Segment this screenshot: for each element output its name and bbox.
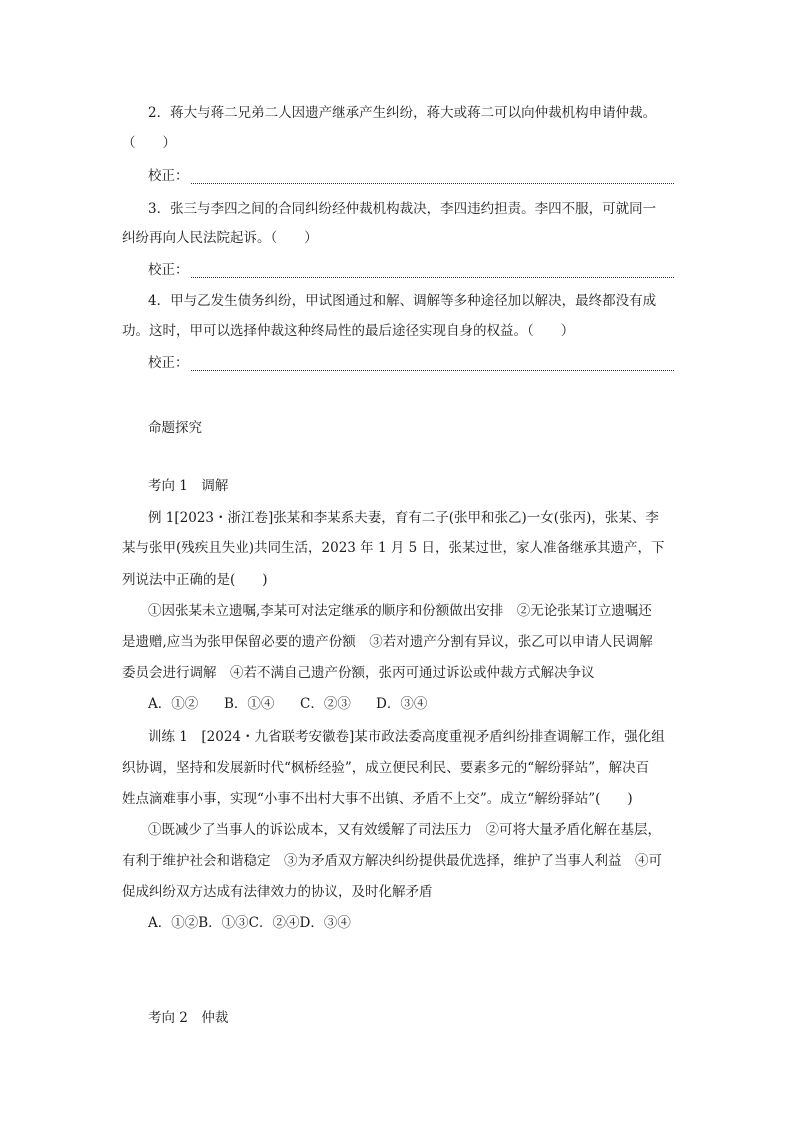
- correction-line-3[interactable]: [148, 260, 674, 280]
- training-1-statement-2: 有利于维护社会和谐稳定 ③为矛盾双方解决纠纷提供最优选择，维护了当事人利益 ④可: [122, 853, 662, 869]
- example-1-statement-2: 是遗赠,应当为张甲保留必要的遗产份额 ③若对遗产分割有异议，张乙可以申请人民调解: [122, 634, 653, 650]
- example-1-options: [148, 694, 427, 714]
- example-1-line-3: 列说法中正确的是( ): [122, 572, 268, 588]
- correction-dotted-line: [191, 166, 674, 184]
- example-1-statement-3: 委员会进行调解 ④若不满自己遗产份额，张丙可通过诉讼或仲裁方式解决争议: [122, 665, 595, 681]
- question-3-line-2: 纠纷再向人民法院起诉。（ ）: [122, 230, 318, 246]
- correction-dotted-line: [191, 353, 674, 371]
- topic-2-heading: 考向 2 仲裁: [148, 1010, 229, 1026]
- question-4-line-1: 4．甲与乙发生债务纠纷，甲试图通过和解、调解等多种途径加以解决，最终都没有成: [148, 293, 657, 309]
- training-1-line-1: 训练 1 [2024・九省联考安徽卷]某市政法委高度重视矛盾纠纷排查调解工作，强化组: [148, 729, 665, 745]
- section-title: 命题探究: [148, 420, 202, 436]
- correction-label: 校正：: [148, 262, 189, 278]
- option-b[interactable]: B．①④: [224, 696, 275, 712]
- training-1-options: A．①②B．①③C．②④D．③④: [148, 915, 351, 931]
- example-1-statement-1: ①因张某未立遗嘱,李某可对法定继承的顺序和份额做出安排 ②无论张某订立遗嘱还: [148, 603, 652, 619]
- correction-label: 校正：: [148, 168, 189, 184]
- option-c[interactable]: C．②③: [300, 696, 351, 712]
- option-d[interactable]: D．③④: [376, 696, 428, 712]
- question-4-line-2: 功。这时，甲可以选择仲裁这种终局性的最后途径实现自身的权益。（ ）: [122, 323, 575, 339]
- example-1-line-2: 某与张甲(残疾且失业)共同生活，2023 年 1 月 5 日，张某过世，家人准备继承其遗产，下: [122, 540, 665, 556]
- topic-1-heading: 考向 1 调解: [148, 478, 229, 494]
- example-1-line-1: 例 1[2023・浙江卷]张某和李某系夫妻，育有二子(张甲和张乙)一女(张丙)，张某、李: [148, 510, 659, 526]
- training-1-statement-1: ①既减少了当事人的诉讼成本，又有效缓解了司法压力 ②可将大量矛盾化解在基层，: [148, 822, 661, 838]
- training-1-line-3: 姓点滴难事小事，实现“小事不出村大事不出镇、矛盾不上交”。成立“解纷驿站”( ): [122, 791, 633, 807]
- option-a[interactable]: A．①②: [148, 696, 199, 712]
- training-1-statement-3: 促成纠纷双方达成有法律效力的协议，及时化解矛盾: [122, 884, 433, 900]
- question-3-line-1: 3．张三与李四之间的合同纠纷经仲裁机构裁决，李四违约担责。李四不服，可就同一: [148, 201, 657, 217]
- correction-line-4[interactable]: [148, 353, 674, 373]
- correction-label: 校正：: [148, 355, 189, 371]
- correction-line-2[interactable]: [148, 166, 674, 186]
- training-1-line-2: 织协调，坚持和发展新时代“枫桥经验”，成立便民利民、要素多元的“解纷驿站”，解决百: [122, 760, 650, 776]
- correction-dotted-line: [191, 260, 674, 278]
- question-2-line-1: 2．蒋大与蒋二兄弟二人因遗产继承产生纠纷，蒋大或蒋二可以向仲裁机构申请仲裁。: [148, 105, 657, 121]
- question-2-line-2: （ ）: [122, 135, 176, 151]
